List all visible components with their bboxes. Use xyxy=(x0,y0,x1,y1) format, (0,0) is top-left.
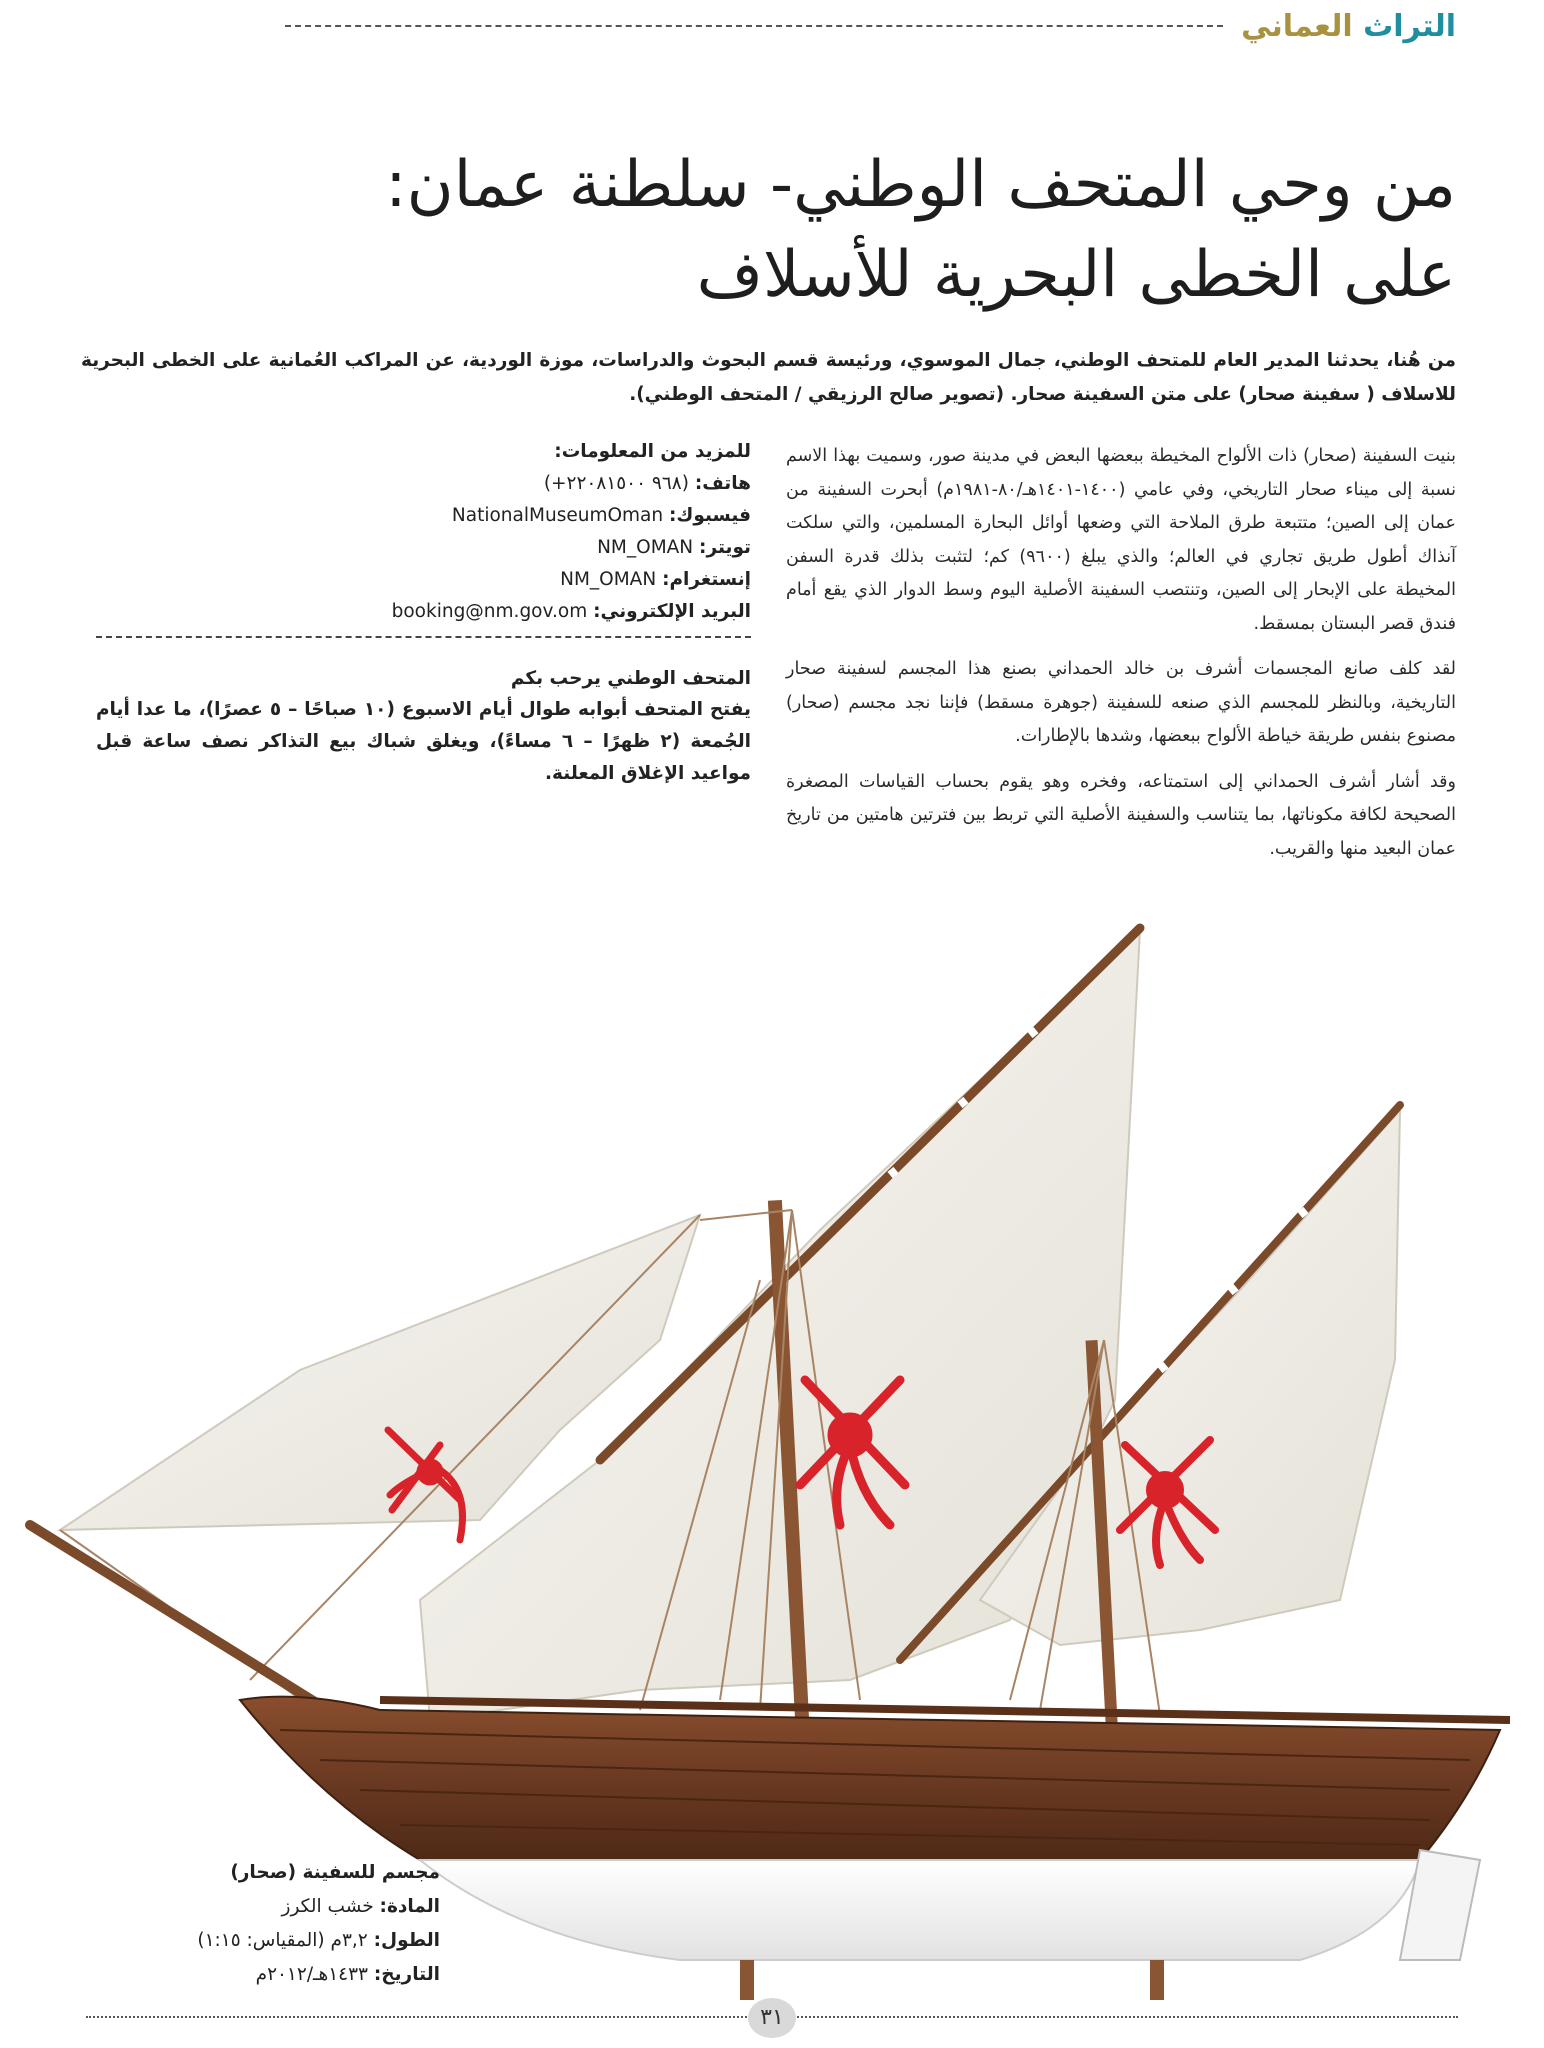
section-header xyxy=(285,4,1544,48)
email-label: البريد الإلكتروني: xyxy=(593,601,751,622)
info-twitter xyxy=(96,532,751,564)
info-email xyxy=(96,596,751,628)
article-body xyxy=(786,440,1456,878)
opening-hours-text: يفتح المتحف أبوابه طوال أيام الاسبوع (١٠ صباحًا – ٥ عصرًا)، ما عدا أيام الجُمعة (٢ ظهرًا – ٦ مساءً)، ويغلق شباك بيع التذاكر نصف ساعة قبل مواعيد الإغلاق المعلنة. xyxy=(96,699,752,784)
header-dashed-rule xyxy=(285,25,1223,27)
material-value: خشب الكرز xyxy=(281,1896,374,1917)
info-facebook xyxy=(96,500,751,532)
twitter-value: NM_OMAN xyxy=(597,537,694,558)
length-label: الطول: xyxy=(373,1930,440,1951)
article-title xyxy=(56,140,1456,320)
article-title-line-2: على الخطى البحرية للأسلاف xyxy=(696,238,1456,312)
section-title xyxy=(1223,9,1544,44)
date-label: التاريخ: xyxy=(373,1964,440,1985)
info-dashed-divider xyxy=(96,636,751,638)
info-box xyxy=(96,436,751,790)
body-paragraph-2: لقد كلف صانع المجسمات أشرف بن خالد الحمداني بصنع هذا المجسم لسفينة صحار التاريخية، وبالنظر للمجسم الذي صنعه للسفينة (جوهرة مسقط) فإننا نجد مجسم (صحار) مصنوع بنفس طريقة خياطة الألواح ببعضها، وشدها بالإطارات. xyxy=(786,659,1456,746)
phone-value: (+٩٦٨ ٢٢٠٨١٥٠٠) xyxy=(543,473,689,494)
article-title-line-1: من وحي المتحف الوطني- سلطنة عمان: xyxy=(385,148,1456,222)
instagram-label: إنستغرام: xyxy=(662,569,751,590)
section-title-word-1: التراث xyxy=(1363,8,1456,44)
article-intro: من هُنا، يحدثنا المدير العام للمتحف الوطني، جمال الموسوي، ورئيسة قسم البحوث والدراسات، موزة الوردية، عن المراكب العُمانية على الخطى البحرية للاسلاف ( سفينة صحار) على متن السفينة صحار. (تصوير صالح الرزيقي / المتحف الوطني). xyxy=(81,350,1456,405)
info-instagram xyxy=(96,564,751,596)
instagram-value: NM_OMAN xyxy=(560,569,657,590)
ship-illustration xyxy=(0,900,1544,2000)
page-number: ٣١ xyxy=(748,1998,796,2038)
facebook-label: فيسبوك: xyxy=(669,505,751,526)
hull-lower-white xyxy=(420,1860,1420,1960)
ship-model-photo xyxy=(0,900,1544,2000)
caption-material xyxy=(180,1890,440,1924)
display-stand xyxy=(740,1960,1164,2000)
facebook-value: NationalMuseumOman xyxy=(451,505,664,526)
phone-label: هاتف: xyxy=(694,473,751,494)
body-paragraph-3: وقد أشار أشرف الحمداني إلى استمتاعه، وفخره وهو يقوم بحساب القياسات المصغرة الصحيحة لكافة مكوناتها، بما يتناسب والسفينة الأصلية التي تربط بين فترتين هامتين من تاريخ عمان البعيد منها والقريب. xyxy=(786,771,1456,859)
caption-title: مجسم للسفينة (صحار) xyxy=(230,1862,440,1883)
ship-hull xyxy=(240,1697,1500,1860)
caption-length xyxy=(180,1924,440,1958)
email-value: booking@nm.gov.om xyxy=(391,601,588,622)
info-phone xyxy=(96,468,751,500)
info-heading: للمزيد من المعلومات: xyxy=(554,441,751,462)
section-title-word-2: العماني xyxy=(1241,8,1353,44)
welcome-title: المتحف الوطني يرحب بكم xyxy=(510,668,751,689)
length-value: ٣,٢م (المقياس: ١:١٥) xyxy=(197,1930,368,1951)
body-paragraph-1: بنيت السفينة (صحار) ذات الألواح المخيطة ببعضها البعض في مدينة صور، وسميت بهذا الاسم نسبة إلى ميناء صحار التاريخي، وفي عامي (١٤٠٠-١٤٠١هـ/٨٠-١٩٨١م) أبحرت السفينة من عمان إلى الصين؛ متتبعة طرق الملاحة التي وضعها أوائل البحارة المسلمين، والتي سلكت آنذاك أطول طريق تجاري في العالم؛ والذي يبلغ (٩٦٠٠) كم؛ لتثبت بذلك قدرة السفن المخيطة على الإبحار إلى الصين، وتنتصب السفينة الأصلية اليوم وسط الدوار الذي يقع أمام فندق قصر البستان بمسقط. xyxy=(786,446,1456,634)
twitter-label: تويتر: xyxy=(699,537,751,558)
date-value: ١٤٣٣هـ/٢٠١٢م xyxy=(255,1964,368,1985)
caption-date xyxy=(180,1958,440,1992)
ship-model-caption xyxy=(180,1856,440,1992)
material-label: المادة: xyxy=(379,1896,440,1917)
